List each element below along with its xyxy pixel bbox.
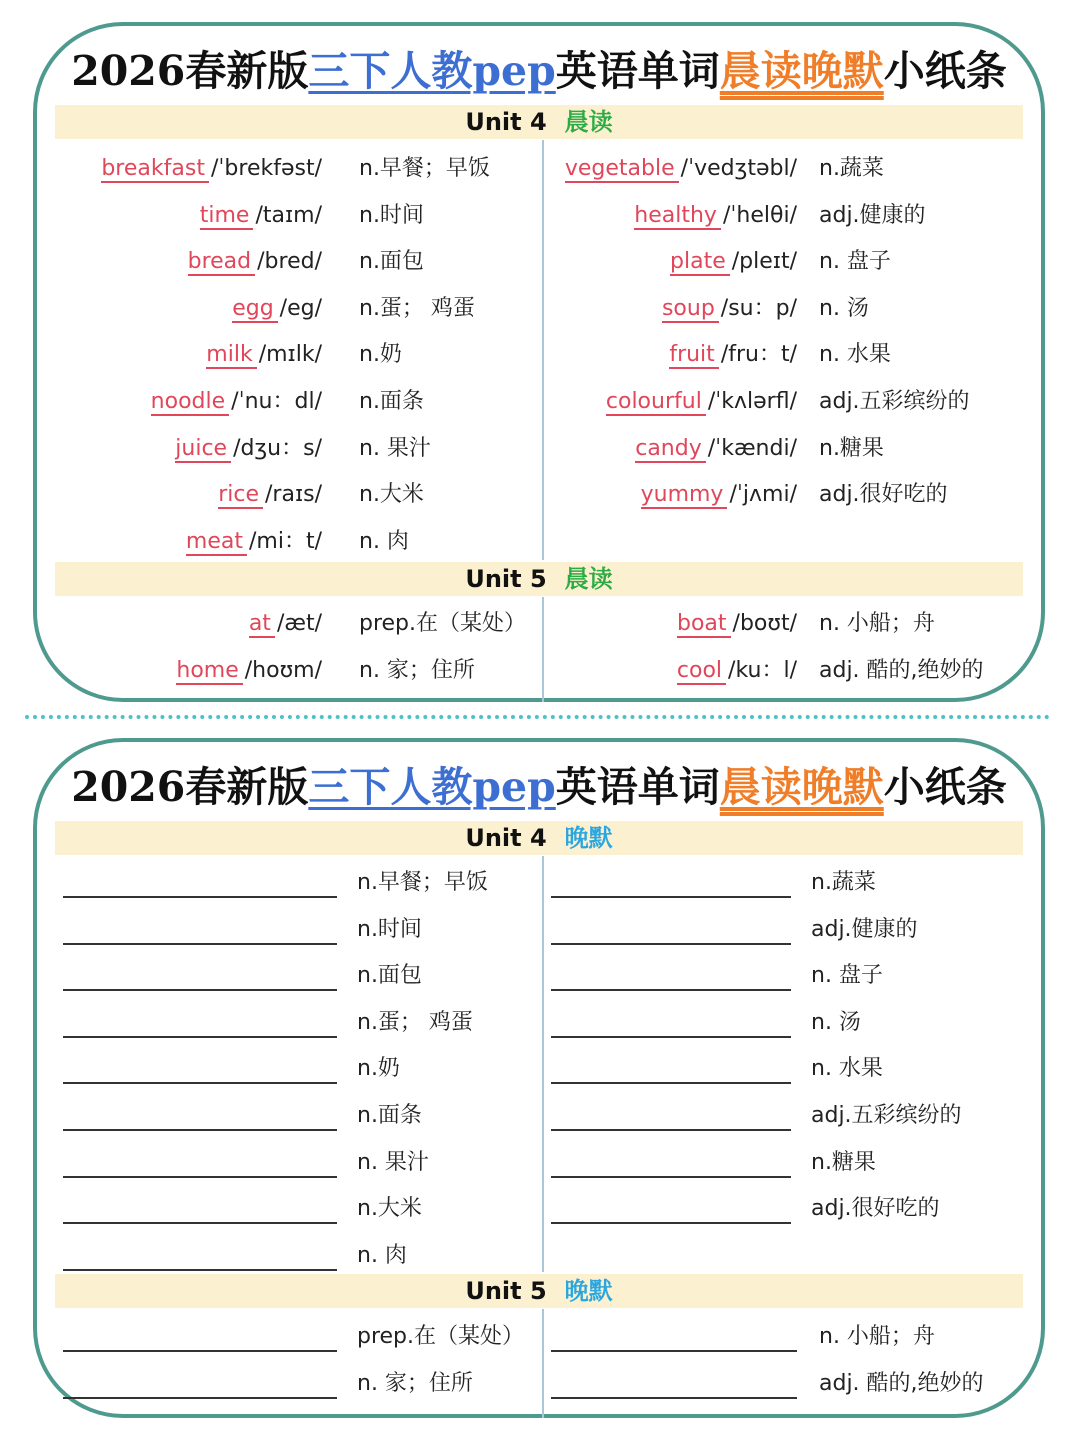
phonetic: /boʊt/ [732,611,797,636]
phonetic: /mɪlk/ [258,342,322,368]
word-cell [677,648,797,694]
word-cell [606,379,797,425]
title-year: 2026春新版 [71,763,309,811]
chinese-meaning: n. 盘子 [811,963,883,989]
answer-blank-line[interactable] [551,1222,791,1224]
chinese-meaning: n. 果汁 [359,435,431,461]
unit-tag: 晨读 [564,565,613,593]
chinese-meaning: n. 盘子 [819,249,891,275]
english-word: plate [670,249,730,276]
phonetic: /ku：l/ [728,657,797,683]
word-cell [662,286,797,332]
chinese-meaning: n. 肉 [357,1242,407,1268]
chinese-meaning: n. 果汁 [357,1149,429,1175]
unit-name: Unit 5 [465,1277,547,1305]
english-word: home [176,658,242,685]
dictation-row [37,1314,1041,1360]
english-word: at [249,611,275,638]
vocab-row [37,286,1041,332]
unit4-header [55,105,1023,139]
phonetic: /ˈkændi/ [707,435,797,461]
chinese-meaning: n.面包 [359,249,424,275]
answer-blank-line[interactable] [551,989,791,991]
phonetic: /taɪm/ [255,202,322,228]
answer-blank-line[interactable] [551,1036,791,1038]
chinese-meaning: n. 汤 [811,1009,861,1035]
title-textbook: 三下人教pep [308,47,556,95]
phonetic: /su：p/ [720,295,797,321]
answer-blank-line[interactable] [551,1129,791,1131]
english-word: bread [188,249,256,276]
chinese-meaning: n. 水果 [811,1056,883,1082]
vocab-row [37,332,1041,378]
dictation-row [37,907,1041,953]
word-cell [635,426,797,472]
dictation-row [37,1000,1041,1046]
chinese-meaning: n.大米 [357,1196,422,1222]
title-year: 2026春新版 [71,47,309,95]
chinese-meaning: n.早餐；早饭 [359,156,490,181]
vocab-row [37,239,1041,285]
english-word: rice [218,482,263,509]
card-title [37,762,1041,812]
chinese-meaning: n.糖果 [811,1149,876,1175]
chinese-meaning: n.蛋； 鸡蛋 [357,1009,473,1035]
chinese-meaning: adj.五彩缤纷的 [811,1103,962,1128]
dictation-row [37,1046,1041,1092]
phonetic: /ˈbrekfəst/ [210,156,322,181]
chinese-meaning: n.奶 [357,1056,400,1082]
answer-blank-line[interactable] [63,1269,337,1271]
card-title [37,46,1041,96]
title-subject: 英语单词 [555,763,720,811]
unit-tag: 晚默 [564,824,613,852]
title-textbook: 三下人教pep [308,763,556,811]
english-word: time [200,203,254,230]
chinese-meaning: adj. 酷的,绝妙的 [819,657,984,683]
english-word: meat [186,529,247,556]
morning-reading-card [33,22,1045,702]
chinese-meaning: n. 汤 [819,295,869,321]
dictation-row [37,1233,1041,1279]
word-cell [669,332,797,378]
phonetic: /ˈkʌlərfl/ [707,389,797,414]
phonetic: /eg/ [279,295,322,321]
vocab-row [37,379,1041,425]
english-word: candy [635,436,706,463]
english-word: egg [232,296,277,323]
word-cell [670,239,797,285]
vocab-row [37,426,1041,472]
chinese-meaning: n.蔬菜 [819,156,884,181]
chinese-meaning: prep.在（某处） [357,1324,525,1349]
chinese-meaning: n.糖果 [819,435,884,461]
phonetic: /fru：t/ [720,342,797,368]
phonetic: /hoʊm/ [244,657,322,683]
english-word: boat [677,611,731,638]
chinese-meaning: n.时间 [357,916,422,942]
phonetic: /pleɪt/ [731,249,797,275]
english-word: noodle [151,389,229,416]
vocab-row [37,519,1041,565]
chinese-meaning: n.大米 [359,482,424,508]
chinese-meaning: n.奶 [359,342,402,368]
english-word: yummy [641,482,728,509]
dictation-row [37,1140,1041,1186]
word-cell [677,601,797,647]
answer-blank-line[interactable] [551,1397,797,1399]
unit-name: Unit 5 [465,565,547,593]
title-suffix: 小纸条 [883,763,1007,811]
chinese-meaning: n. 小船；舟 [819,611,935,636]
vocab-row [37,146,1041,192]
english-word: vegetable [565,156,679,183]
unit-tag: 晚默 [564,1277,613,1305]
vocab-row [37,472,1041,518]
chinese-meaning: prep.在（某处） [359,611,527,636]
answer-blank-line[interactable] [551,943,791,945]
phonetic: /ˈvedʒtəbl/ [680,156,797,181]
title-suffix: 小纸条 [883,47,1007,95]
english-word: milk [206,342,256,369]
answer-blank-line[interactable] [551,896,791,898]
chinese-meaning: n.早餐；早饭 [357,870,488,895]
chinese-meaning: adj. 酷的,绝妙的 [819,1370,984,1396]
unit-tag: 晨读 [564,108,613,136]
chinese-meaning: n.时间 [359,202,424,228]
english-word: cool [677,658,726,685]
word-cell [186,519,322,565]
phonetic: /bred/ [257,249,322,275]
chinese-meaning: n. 肉 [359,528,409,554]
title-mode: 晨读晚默 [719,763,884,811]
dictation-row [37,1361,1041,1407]
chinese-meaning: n.面包 [357,963,422,989]
title-subject: 英语单词 [555,47,720,95]
dictation-row [37,1186,1041,1232]
dictation-row [37,1093,1041,1139]
unit-name: Unit 4 [465,824,547,852]
dictation-row [37,860,1041,906]
english-word: juice [175,436,231,463]
phonetic: /æt/ [276,611,322,636]
word-cell [641,472,797,518]
answer-blank-line[interactable] [551,1082,791,1084]
dotted-separator [25,715,1050,719]
phonetic: /dʒu：s/ [233,435,322,461]
chinese-meaning: n. 小船；舟 [819,1324,935,1349]
chinese-meaning: adj.健康的 [819,202,926,228]
chinese-meaning: adj.五彩缤纷的 [819,389,970,414]
chinese-meaning: adj.健康的 [811,916,918,942]
phonetic: /ˈnu：dl/ [231,389,322,414]
unit5-header [55,1274,1023,1308]
evening-dictation-card [33,738,1045,1418]
word-cell [565,146,797,192]
chinese-meaning: adj.很好吃的 [819,482,948,508]
unit5-header [55,562,1023,596]
phonetic: /ˈhelθi/ [722,202,797,228]
unit-name: Unit 4 [465,108,547,136]
answer-blank-line[interactable] [551,1350,797,1352]
answer-blank-line[interactable] [551,1176,791,1178]
chinese-meaning: n.蛋； 鸡蛋 [359,295,475,321]
vocab-row [37,193,1041,239]
chinese-meaning: n. 水果 [819,342,891,368]
chinese-meaning: n. 家；住所 [359,657,475,683]
english-word: soup [662,296,719,323]
vocab-row [37,648,1041,694]
unit4-header [55,821,1023,855]
phonetic: /raɪs/ [265,482,322,508]
vocab-row [37,601,1041,647]
phonetic: /ˈjʌmi/ [729,482,797,508]
chinese-meaning: n. 家；住所 [357,1370,473,1396]
english-word: fruit [669,342,718,369]
english-word: healthy [634,203,721,230]
chinese-meaning: n.面条 [359,389,424,414]
english-word: colourful [606,389,706,416]
phonetic: /mi：t/ [249,528,322,554]
dictation-row [37,953,1041,999]
chinese-meaning: adj.很好吃的 [811,1196,940,1222]
title-mode: 晨读晚默 [719,47,884,95]
english-word: breakfast [101,156,209,183]
chinese-meaning: n.蔬菜 [811,870,876,895]
word-cell [634,193,797,239]
chinese-meaning: n.面条 [357,1103,422,1128]
